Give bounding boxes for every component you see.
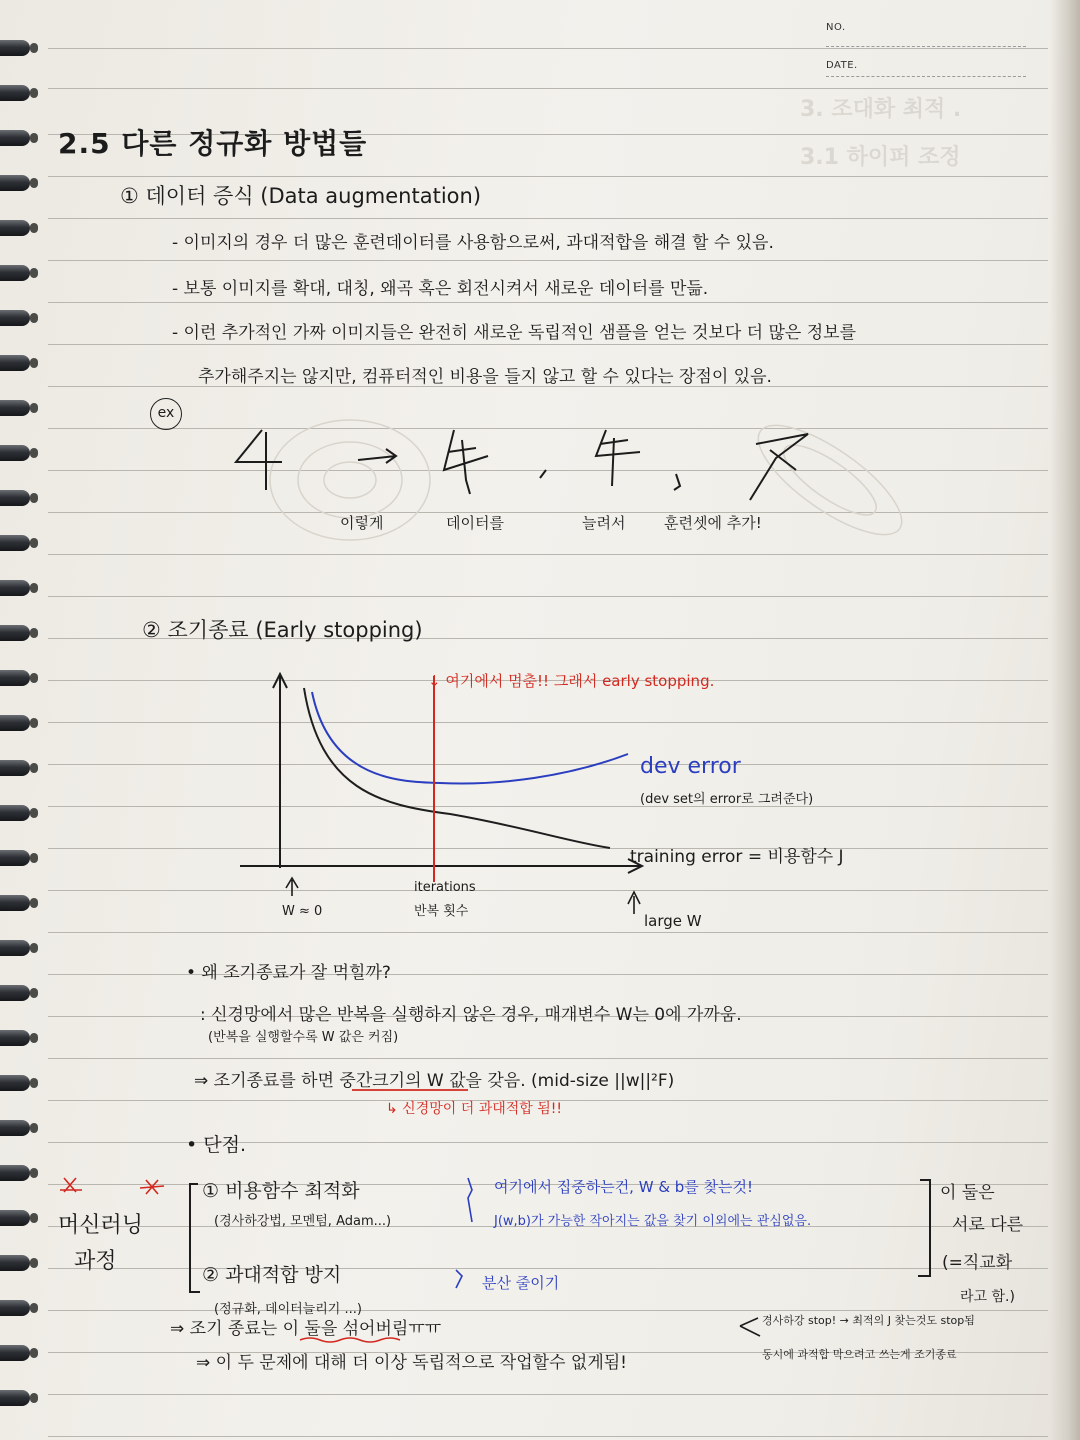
- right-note-2: 동시에 과적합 막으려고 쓰는게 조기종료: [762, 1348, 957, 1361]
- drawback-item-1-sub: (경사하강법, 모멘텀, Adam...): [214, 1214, 392, 1229]
- iterations-ko-label: 반복 횟수: [414, 904, 469, 919]
- variance-note: 분산 줄이기: [482, 1274, 560, 1292]
- why-line-2: (반복을 실행할수록 W 값은 커짐): [208, 1030, 399, 1045]
- section1-heading: ① 데이터 증식 (Data augmentation): [120, 184, 482, 208]
- dev-error-label: dev error: [640, 754, 741, 779]
- focus-line-2: J(w,b)가 가능한 작아지는 값을 찾기 이외에는 관심없음.: [494, 1214, 812, 1229]
- header-date-label: DATE.: [826, 60, 858, 71]
- example-label: ex: [150, 398, 182, 430]
- section2-heading: ② 조기종료 (Early stopping): [142, 618, 423, 642]
- side-label-2: 과정: [74, 1249, 117, 1274]
- page-title: 2.5 다른 정규화 방법들: [58, 127, 368, 160]
- w-zero-label: W ≈ 0: [282, 904, 323, 919]
- dev-error-note: (dev set의 error로 그려준다): [640, 792, 814, 807]
- drawback-item-2: ② 과대적합 방지: [202, 1264, 342, 1286]
- focus-line-1: 여기에서 집중하는건, W & b를 찾는것!: [494, 1178, 754, 1196]
- example-caption-3: 늘려서: [582, 514, 626, 532]
- header-no-label: NO.: [826, 22, 846, 33]
- section1-line-1: - 이미지의 경우 더 많은 훈련데이터를 사용함으로써, 과대적합을 해결 할 수 있음.: [172, 233, 774, 253]
- why-line-3: ⇒ 조기종료를 하면 중간크기의 W 값을 갖음. (mid-size ||w||²F): [194, 1071, 675, 1091]
- conclusion-line-1: ⇒ 조기 종료는 이 둘을 섞어버림ㅠㅠ: [170, 1319, 442, 1339]
- spiral-binding: [0, 40, 34, 1440]
- side-label-1: 머신러닝: [58, 1213, 144, 1238]
- large-w-label: large W: [644, 912, 702, 930]
- orth-line-2: 서로 다른: [952, 1215, 1024, 1235]
- orth-line-1: 이 둘은: [940, 1183, 995, 1203]
- drawbacks-heading: • 단점.: [186, 1134, 246, 1156]
- why-heading: • 왜 조기종료가 잘 먹힐까?: [186, 963, 391, 983]
- example-caption-4: 훈련셋에 추가!: [664, 514, 762, 532]
- drawback-item-2-sub: (정규화, 데이터늘리기 ...): [214, 1302, 362, 1317]
- section1-line-4: 추가해주지는 않지만, 컴퓨터적인 비용을 들지 않고 할 수 있다는 장점이 있음.: [198, 367, 772, 387]
- ghost-text-top-2: 3.1 하이퍼 조정: [800, 145, 961, 170]
- example-caption-2: 데이터를: [446, 514, 504, 532]
- conclusion-line-2: ⇒ 이 두 문제에 대해 더 이상 독립적으로 작업할수 없게됨!: [196, 1353, 627, 1373]
- iterations-label: iterations: [414, 880, 476, 895]
- right-note-1: 경사하강 stop! → 최적의 J 찾는것도 stop됨: [762, 1314, 975, 1327]
- stop-note: ↓ 여기에서 멈춤!! 그래서 early stopping.: [428, 672, 715, 690]
- why-line-4: ↳ 신경망이 더 과대적합 됨!!: [386, 1101, 562, 1117]
- section1-line-3: - 이런 추가적인 가짜 이미지들은 완전히 새로운 독립적인 샘플을 얻는 것보다 더 많은 정보를: [172, 323, 856, 343]
- drawback-item-1: ① 비용함수 최적화: [202, 1180, 360, 1202]
- left-bracket: [190, 1184, 200, 1292]
- ghost-text-top: 3. 조대화 최적 .: [800, 97, 962, 122]
- training-error-label: training error = 비용함수 J: [630, 847, 844, 867]
- section1-line-2: - 보통 이미지를 확대, 대칭, 왜곡 혹은 회전시켜서 새로운 데이터를 만듦.: [172, 279, 709, 299]
- orth-line-4: 라고 함.): [960, 1289, 1015, 1305]
- why-line-1: : 신경망에서 많은 반복을 실행하지 않은 경우, 매개변수 W는 0에 가까움.: [200, 1005, 742, 1025]
- example-caption-1: 이렇게: [340, 514, 384, 532]
- orth-line-3: (=직교화: [942, 1253, 1013, 1273]
- right-bracket: [918, 1180, 930, 1276]
